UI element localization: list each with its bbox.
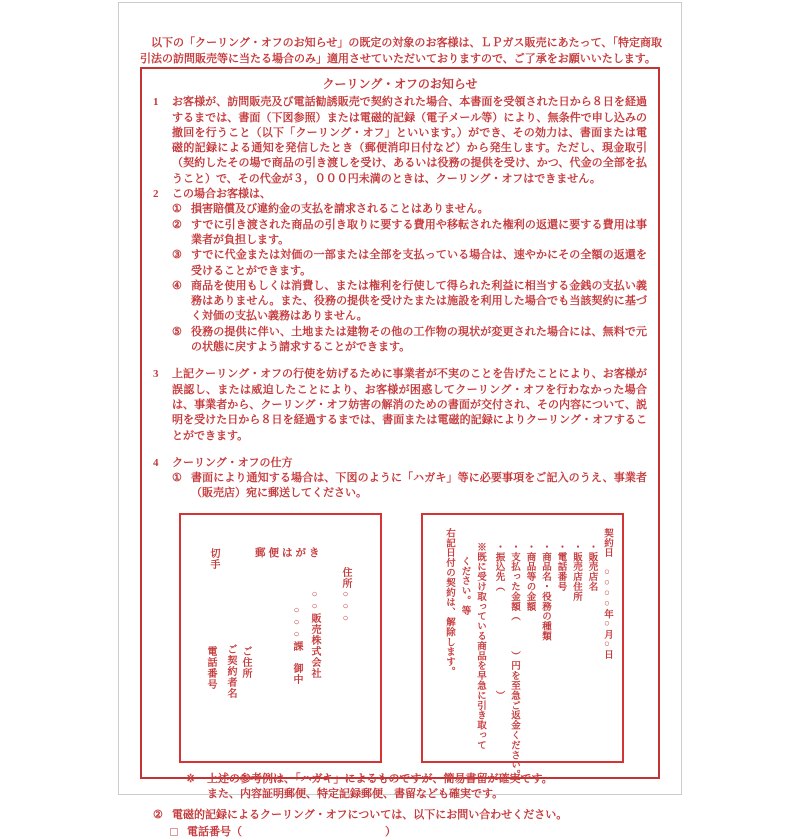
note-text: [207, 772, 647, 803]
list-item-number: ②: [172, 218, 182, 231]
postcard-example-back: [421, 513, 624, 780]
list-item-number: ①: [172, 472, 182, 485]
cancellation-statement-column: 右記日付の契約は、解除します。: [444, 527, 454, 677]
phone-number-label: 電話番号（ ）: [187, 825, 396, 838]
list-item-text: 役務の提供に伴い、土地または建物その他の工作物の現状が変更された場合には、無料で元の状態に戻すよう請求することができます。: [191, 325, 647, 354]
note-line-2: また、内容証明郵便、特定記録郵便、書留なども確実です。: [207, 788, 504, 801]
phone-contact-line: [170, 825, 647, 840]
postcard-column: ・販売店名: [586, 541, 597, 592]
section-4-heading: クーリング・オフの仕方: [172, 456, 293, 469]
section-4-number: 4: [153, 456, 159, 469]
section-3: [153, 367, 647, 443]
notice-title: クーリング・オフのお知らせ: [322, 77, 478, 91]
list-item-number: ②: [153, 809, 163, 822]
postcard-column: ・販売店住所: [571, 541, 581, 602]
sender-name-label: ご契約者名: [225, 643, 236, 699]
recipient-address: 住所○○○: [340, 566, 351, 625]
checkbox-icon: [170, 828, 178, 836]
sender-phone-label: 電話番号: [205, 645, 216, 690]
list-item: [172, 471, 647, 502]
list-item-text: 損害賠償及び違約金の支払を請求されることはありません。: [191, 203, 489, 216]
list-item-text: 書面により通知する場合は、下図のように「ハガキ」等に必要事項をご記入のうえ、事業者（販売店）宛に郵送してください。: [191, 472, 647, 500]
section-1-number: 1: [153, 96, 159, 109]
section-2-number: 2: [153, 188, 159, 201]
postcard-column: ・商品名・役務の種類: [540, 541, 550, 641]
document-page: [118, 2, 682, 838]
postcard-column: ・商品等の金額: [524, 541, 535, 612]
section-4-item-1: [172, 471, 647, 502]
note-mark: ※: [186, 772, 196, 785]
postcard-back-body: [423, 515, 622, 780]
list-item-text: すでに引き渡された商品の引き取りに要する費用や移転された権利の返還に要する費用は事業者が負担します。: [191, 218, 647, 246]
list-item: [172, 325, 647, 356]
contract-date-column: 契約日 ○○○○年○月○日: [602, 527, 612, 660]
section-2-heading-row: [153, 187, 647, 202]
intro-paragraph: 以下の「クーリング・オフのお知らせ」の既定の対象のお客様は、ＬＰガス販売にあたって、「特定商取引法の訪問販売等に当たる場合のみ」適用させていただいておりますので、ご了承をお願いいたします。: [140, 37, 662, 65]
section-1: [153, 95, 647, 187]
postcard-example-front: [179, 513, 382, 763]
list-item-text: すでに代金または対価の一部または全部を支払っている場合は、速やかにその全額の返還を受けることができます。: [191, 249, 647, 277]
list-item: [172, 218, 647, 249]
postcard-column: ・支払った金額（ ）円を至急ご返金ください。: [509, 541, 519, 780]
postcard-column: ・振込先（ ）: [493, 541, 504, 701]
sender-address-label: ご住所: [240, 645, 251, 679]
list-item-text: 電磁的記録によるクーリング・オフについては、以下にお問い合わせください。: [172, 809, 568, 822]
postcard-column: ください。等: [459, 555, 470, 616]
list-item-text: 商品を使用もしくは消費し、または権利を行使して得られた利益に相当する金銭の支払い義務はありません。また、役務の提供を受けたまたは施設を利用した場合でも当該契約に基づく対価の支払い義務はありません。: [191, 279, 647, 323]
postcard-header: 郵便はがき: [255, 547, 323, 559]
note-line-1: 上述の参考例は、「ハガキ」によるものですが、簡易書留が確実です。: [207, 772, 553, 785]
reference-note: [186, 772, 647, 803]
recipient-company: ○○販売株式会社: [309, 588, 320, 679]
postcard-column: ・電話番号: [555, 541, 566, 592]
section-4-item-2: [153, 808, 647, 823]
notice-box: [140, 67, 660, 838]
section-1-text: お客様が、訪問販売及び電話勧誘販売で契約された場合、本書面を受領された日から８日を経過するまでは、書面（下図参照）または電磁的記録（電子メール等）により、無条件で申し込みの撤回を行うこと（以下「クーリング・オフ」といいます。）ができ、その効力は、書面または電磁的記録による通知を発信したとき（郵便消印日付など）から発生します。ただし、現金取引（契約したその場で商品の引き渡しを受け、あるいは役務の提供を受け、かつ、代金の全部を払うこと）で、その代金が３，０００円未満のときは、クーリング・オフはできません。: [172, 96, 647, 185]
list-item: [172, 279, 647, 325]
list-item-number: ⑤: [172, 325, 182, 338]
section-4-heading-row: [153, 456, 647, 471]
section-3-text: 上記クーリング・オフの行使を妨げるために事業者が不実のことを告げたことにより、お客様が誤認し、または威迫したことにより、お客様が困惑してクーリング・オフを行わなかった場合は、事業者から、クーリング・オフ妨害の解消のための書面が交付され、その内容について、説明を受けた日から８日を経過するまでは、書面または電磁的記録によりクーリング・オフすることができます。: [172, 368, 647, 442]
stamp-label: 切手: [208, 547, 219, 570]
section-3-number: 3: [153, 368, 159, 381]
list-item-number: ④: [172, 279, 182, 292]
section-2-heading: この場合お客様は、: [172, 188, 271, 201]
recipient-section: ○○○課 御中: [291, 604, 302, 685]
list-item: [172, 202, 647, 217]
list-item: [172, 248, 647, 279]
postcard-column: ※既に受け取っている商品を早急に引き取って: [475, 541, 485, 750]
section-2-items: [172, 202, 647, 355]
list-item-number: ③: [172, 249, 182, 262]
list-item-number: ①: [172, 203, 182, 216]
